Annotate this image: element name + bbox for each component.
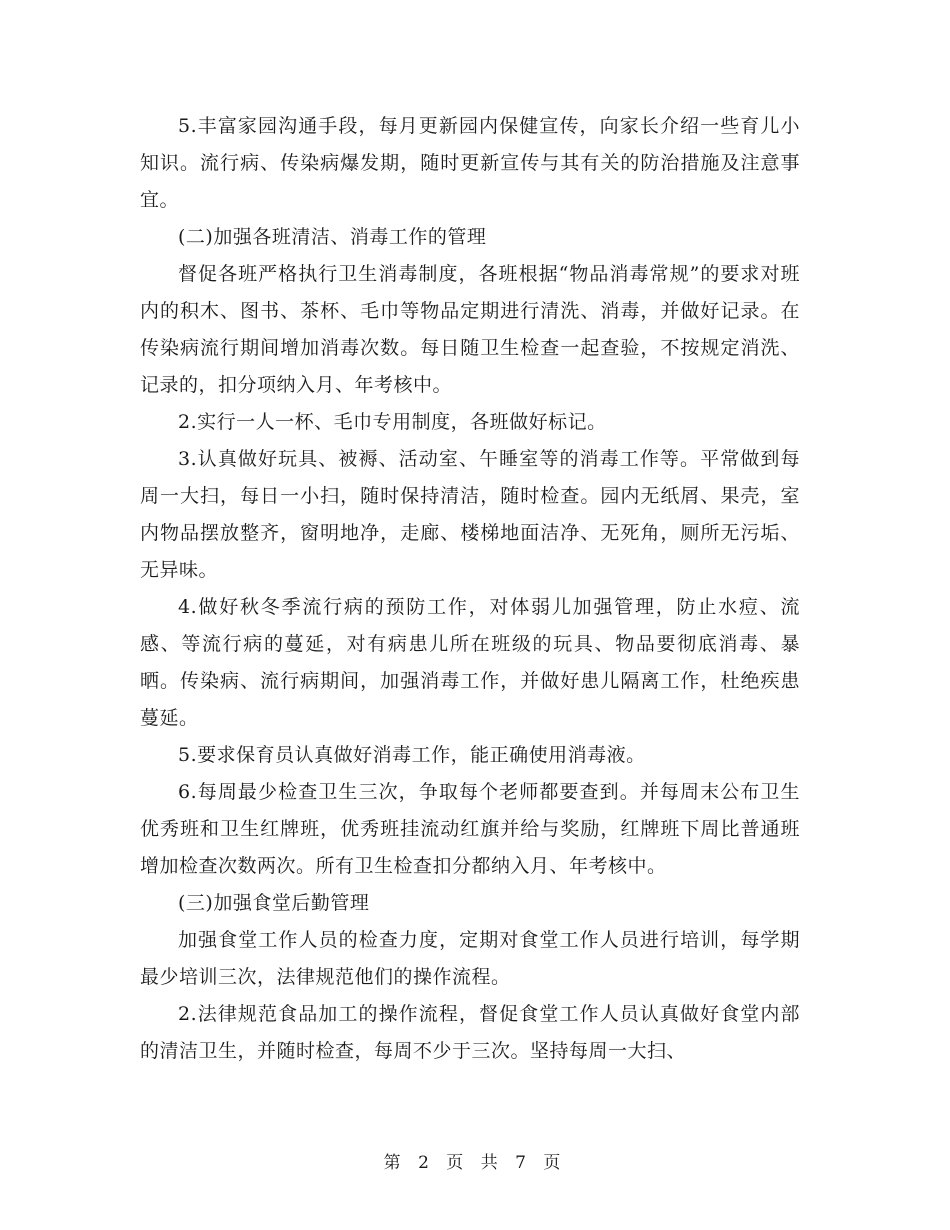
- paragraph-item-4-epidemic-prevention: 4.做好秋冬季流行病的预防工作，对体弱儿加强管理，防止水痘、流感、等流行病的蔓延，对有病患儿所在班级的玩具、物品要彻底消毒、暴晒。传染病、流行病期间，加强消毒工作，并做好患儿隔离工作，杜绝疾患蔓延。: [140, 596, 800, 729]
- document-body: [140, 108, 800, 1070]
- paragraph-canteen-staff-training: 加强食堂工作人员的检查力度，定期对食堂工作人员进行培训，每学期最少培训三次，法律规范他们的操作流程。: [140, 929, 800, 988]
- paragraph-disinfection-supervision: 督促各班严格执行卫生消毒制度，各班根据“物品消毒常规”的要求对班内的积木、图书、茶杯、毛巾等物品定期进行清洗、消毒，并做好记录。在传染病流行期间增加消毒次数。每日随卫生检查一起查验，不按规定消洗、记录的，扣分项纳入月、年考核中。: [140, 263, 800, 396]
- paragraph-item-2-food-processing: 2.法律规范食品加工的操作流程，督促食堂工作人员认真做好食堂内部的清洁卫生，并随时检查，每周不少于三次。坚持每周一大扫、: [140, 1003, 800, 1062]
- section-heading-cleaning-disinfection: (二)加强各班清洁、消毒工作的管理: [178, 226, 487, 248]
- page-number-footer: 第 2 页 共 7 页: [383, 1153, 567, 1173]
- paragraph-item-3-toys-bedding: 3.认真做好玩具、被褥、活动室、午睡室等的消毒工作等。平常做到每周一大扫，每日一小扫，随时保持清洁，随时检查。园内无纸屑、果壳，室内物品摆放整齐，窗明地净，走廊、楼梯地面洁净、无死角，厕所无污垢、无异味。: [140, 448, 800, 581]
- paragraph-item-6-hygiene-checks: 6.每周最少检查卫生三次，争取每个老师都要查到。并每周末公布卫生优秀班和卫生红牌班，优秀班挂流动红旗并给与奖励，红牌班下周比普通班增加检查次数两次。所有卫生检查扣分都纳入月、年考核中。: [140, 781, 800, 877]
- paragraph-item-5-caregiver-disinfection: 5.要求保育员认真做好消毒工作，能正确使用消毒液。: [178, 744, 646, 766]
- section-heading-canteen-management: (三)加强食堂后勤管理: [178, 892, 370, 914]
- paragraph-item-5-home-communication: 5.丰富家园沟通手段，每月更新园内保健宣传，向家长介绍一些育儿小知识。流行病、传染病爆发期，随时更新宣传与其有关的防治措施及注意事宜。: [140, 115, 800, 211]
- paragraph-item-2-cup-towel: 2.实行一人一杯、毛巾专用制度，各班做好标记。: [178, 411, 607, 433]
